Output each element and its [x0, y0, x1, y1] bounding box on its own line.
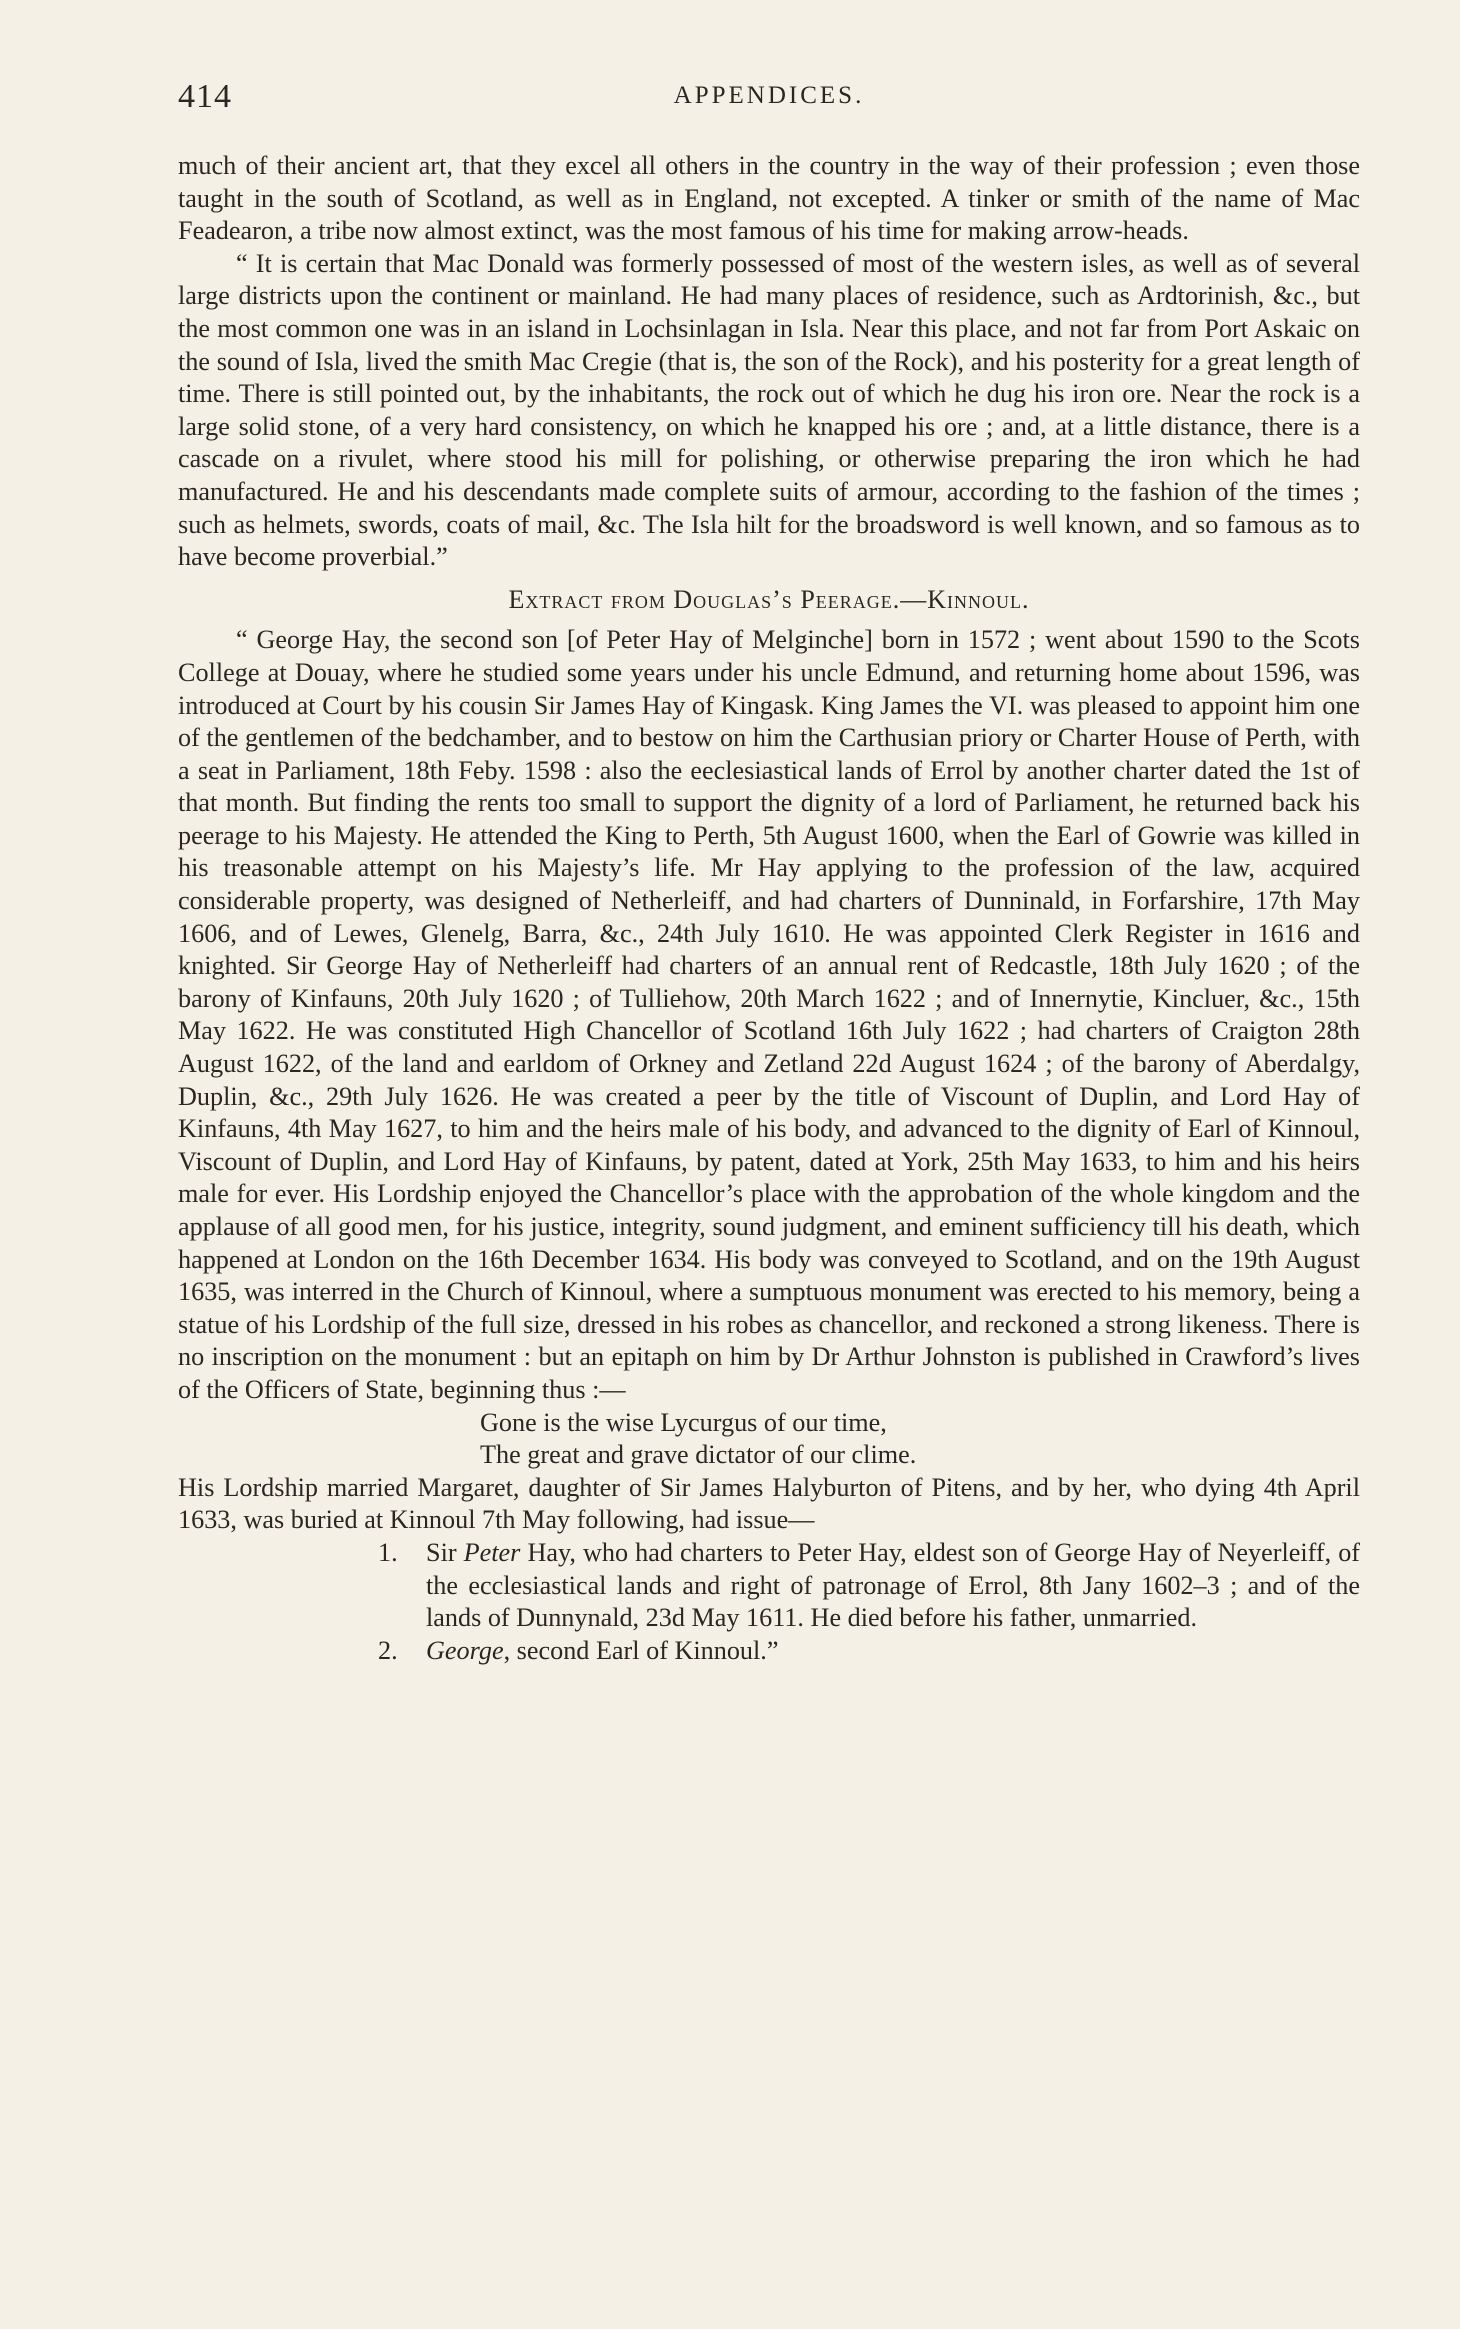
verse-line: The great and grave dictator of our clime. [480, 1440, 917, 1470]
issue-text: , second Earl of Kinnoul.” [503, 1635, 779, 1665]
issue-title: Sir [426, 1537, 457, 1567]
verse-line: Gone is the wise Lycurgus of our time, [480, 1407, 887, 1437]
epitaph-verse [178, 1407, 1360, 1472]
issue-item [178, 1537, 1360, 1635]
issue-text: Hay, who had charters to Peter Hay, eldest son of George Hay of Neyerleiff, of the ecclesiastical lands and right of patronage of Errol, 8th Jany 1602–3 ; and of the lands of Dunnynald, 23d May 1611. He died before his father, unmarried. [426, 1537, 1361, 1633]
issue-item [178, 1635, 1360, 1668]
paragraph-continued: much of their ancient art, that they excel all others in the country in the way of their profession ; even those taught in the south of Scotland, as well as in England, not excepted. A tinker or smith of the name of Mac Feadearon, a tribe now almost extinct, was the most famous of his time for making arrow-heads. [178, 151, 1360, 246]
paragraph-george-hay: “ George Hay, the second son [of Peter Hay of Melginche] born in 1572 ; went about 1590 to the Scots College at Douay, where he studied some years under his uncle Edmund, and returning home about 1596, was introduced at Court by his cousin Sir James Hay of Kingask. King James the VI. was pleased to appoint him one of the gentlemen of the bedchamber, and to bestow on him the Carthusian priory or Charter House of Perth, with a seat in Parliament, 18th Feby. 1598 : also the eeclesiastical lands of Errol by another charter dated the 1st of that month. But finding the rents too small to support the dignity of a lord of Parliament, he returned back his peerage to his Majesty. He attended the King to Perth, 5th August 1600, when the Earl of Gowrie was killed in his treasonable attempt on his Majesty’s life. Mr Hay applying to the profession of the law, acquired considerable property, was designed of Netherleiff, and had charters of Dunninald, in Forfarshire, 17th May 1606, and of Lewes, Glenelg, Barra, &c., 24th July 1610. He was appointed Clerk Register in 1616 and knighted. Sir George Hay of Netherleiff had charters of an annual rent of Redcastle, 18th July 1620 ; of the barony of Kinfauns, 20th July 1620 ; of Tulliehow, 20th March 1622 ; and of Innernytie, Kincluer, &c., 15th May 1622. He was constituted High Chancellor of Scotland 16th July 1622 ; had charters of Craigton 28th August 1622, of the land and earldom of Orkney and Zetland 22d August 1624 ; of the barony of Aberdalgy, Duplin, &c., 29th July 1626. He was created a peer by the title of Viscount of Duplin, and Lord Hay of Kinfauns, 4th May 1627, to him and the heirs male of his body, and advanced to the dignity of Earl of Kinnoul, Viscount of Duplin, and Lord Hay of Kinfauns, by patent, dated at York, 25th May 1633, to him and his heirs male for ever. His Lordship enjoyed the Chancellor’s place with the approbation of the whole kingdom and the applause of all good men, for his justice, integrity, sound judgment, and eminent sufficiency till his death, which happened at London on the 16th December 1634. His body was conveyed to Scotland, and on the 19th August 1635, was interred in the Church of Kinnoul, where a sumptuous monument was erected to his memory, being a statue of his Lordship of the full size, dressed in his robes as chancellor, and reckoned a strong likeness. There is no inscription on the monument : but an epitaph on him by Dr Arthur Johnston is published in Crawford’s lives of the Officers of State, beginning thus :— [178, 625, 1360, 1404]
paragraph-mac-donald: “ It is certain that Mac Donald was formerly possessed of most of the western isles, as well as of several large districts upon the continent or mainland. He had many places of residence, such as Ardtorinish, &c., but the most common one was in an island in Lochsinlagan in Isla. Near this place, and not far from Port Askaic on the sound of Isla, lived the smith Mac Cregie (that is, the son of the Rock), and his posterity for a great length of time. There is still pointed out, by the inhabitants, the rock out of which he dug his iron ore. Near the rock is a large solid stone, of a very hard consistency, on which he knapped his ore ; and, at a little distance, there is a cascade on a rivulet, where stood his mill for polishing, or otherwise preparing the iron which he had manufactured. He and his descendants made complete suits of armour, according to the fashion of the times ; such as helmets, swords, coats of mail, &c. The Isla hilt for the broadsword is well known, and so famous as to have become proverbial.” [178, 248, 1360, 572]
page [178, 78, 1360, 1667]
running-head [178, 78, 1360, 124]
issue-list [178, 1537, 1360, 1667]
issue-number: 1. [378, 1537, 398, 1567]
issue-name: George [426, 1635, 504, 1665]
issue-name: Peter [463, 1537, 521, 1567]
page-number: 414 [178, 78, 232, 115]
section-heading: Extract from Douglas’s Peerage.—Kinnoul. [508, 584, 1030, 614]
paragraph-marriage: His Lordship married Margaret, daughter of Sir James Halyburton of Pitens, and by her, who dying 4th April 1633, was buried at Kinnoul 7th May following, had issue— [178, 1472, 1360, 1535]
issue-number: 2. [378, 1635, 398, 1665]
running-title: APPENDICES. [673, 82, 865, 109]
